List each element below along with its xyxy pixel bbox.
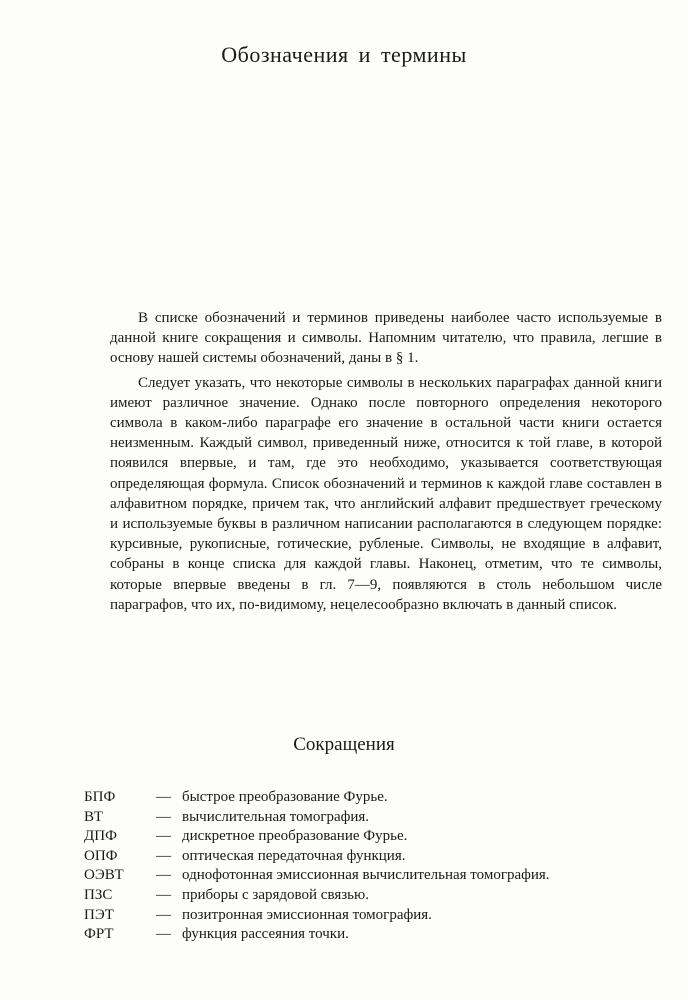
abbreviation-term: ОПФ <box>84 847 118 864</box>
abbreviation-row <box>84 808 664 828</box>
abbreviation-row <box>84 886 664 906</box>
abbreviation-term: ВТ <box>84 808 103 825</box>
abbreviation-row <box>84 827 664 847</box>
abbreviation-definition: функция рассеяния точки. <box>182 926 349 943</box>
abbreviation-definition: быстрое преобразование Фурье. <box>182 789 388 805</box>
abbreviation-row <box>84 847 664 867</box>
abbreviation-term: ПЭТ <box>84 906 114 923</box>
abbreviation-list <box>84 788 664 945</box>
abbreviation-dash: — <box>156 867 171 884</box>
abbreviation-term: ФРТ <box>84 926 114 943</box>
intro-text <box>110 308 662 619</box>
abbreviation-dash: — <box>156 906 171 923</box>
abbreviation-definition: оптическая передаточная функция. <box>182 847 406 864</box>
paragraph: В списке обозначений и терминов приведены наиболее часто используемые в данной книге сокращения и символы. Напомним читателю, что правила, легшие в основу нашей системы обозначений, даны в § 1. <box>110 310 662 367</box>
abbreviation-definition: позитронная эмиссионная томография. <box>182 906 432 923</box>
abbreviation-dash: — <box>156 789 171 805</box>
section-title-abbreviations: Сокращения <box>293 734 395 755</box>
paragraph: Следует указать, что некоторые символы в нескольких параграфах данной книги имеют различное значение. Однако после повторного определения некоторого символа в каком-либо параграфе его значение в остальной части книги остается неизменным. Каждый символ, приведенный ниже, относится к той главе, в которой появился впервые, и там, где это необходимо, указывается соответствующая определяющая формула. Список обозначений и терминов к каждой главе составлен в алфавитном порядке, причем так, что английский алфавит предшествует греческому и используемые буквы в различном написании располагаются в следующем порядке: курсивные, рукописные, готические, рубленые. Символы, не входящие в алфавит, собраны в конце списка для каждой главы. Наконец, отметим, что те символы, которые впервые введены в гл. 7—9, появляются в столь небольшом числе параграфов, что их, по-видимому, нецелесообразно включать в данный список. <box>110 374 662 613</box>
abbreviation-term: ОЭВТ <box>84 867 124 884</box>
abbreviation-dash: — <box>156 886 171 903</box>
abbreviation-definition: однофотонная эмиссионная вычислительная томография. <box>182 867 550 884</box>
abbreviation-dash: — <box>156 808 171 825</box>
abbreviation-term: ПЗС <box>84 886 113 903</box>
abbreviation-term: БПФ <box>84 789 116 805</box>
abbreviation-row <box>84 866 664 886</box>
abbreviation-dash: — <box>156 926 171 943</box>
abbreviation-definition: дискретное преобразование Фурье. <box>182 828 408 845</box>
abbreviation-row <box>84 788 664 808</box>
abbreviation-dash: — <box>156 847 171 864</box>
page-title: Обозначения и термины <box>221 42 467 67</box>
abbreviation-definition: вычислительная томография. <box>182 808 370 825</box>
abbreviation-row <box>84 925 664 945</box>
abbreviation-definition: приборы с зарядовой связью. <box>182 886 369 903</box>
abbreviation-row <box>84 906 664 926</box>
abbreviation-dash: — <box>156 828 171 845</box>
abbreviation-term: ДПФ <box>84 828 117 845</box>
